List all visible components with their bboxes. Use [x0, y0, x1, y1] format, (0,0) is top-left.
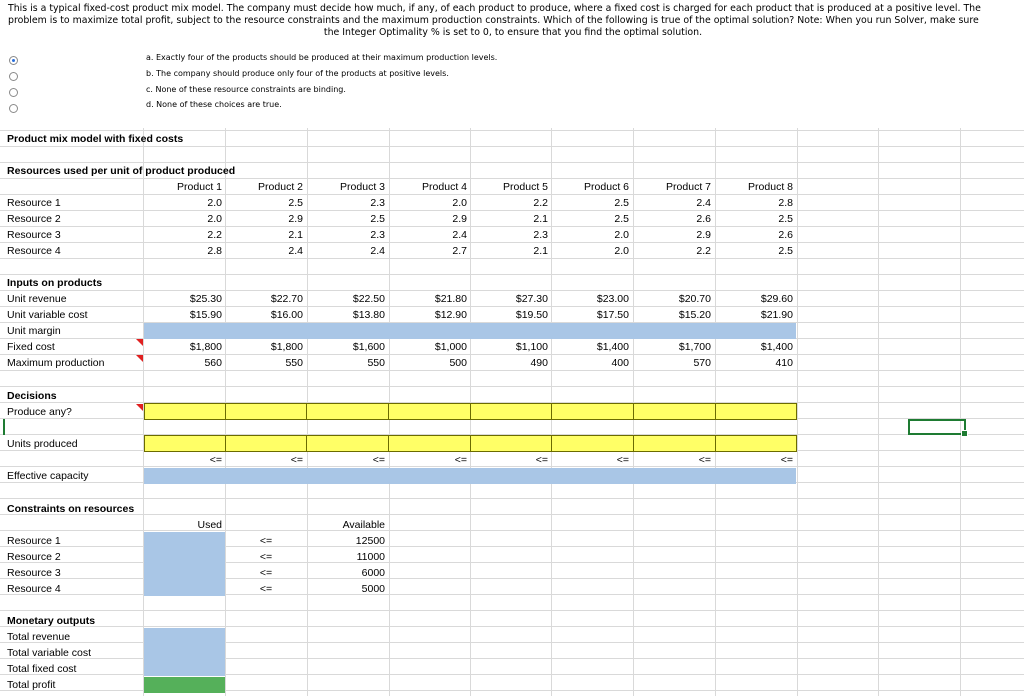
- units-produced-cell-8[interactable]: [715, 435, 797, 452]
- fill-handle[interactable]: [961, 430, 968, 437]
- le-symbol: <=: [780, 454, 793, 466]
- produce-any-cell-8[interactable]: [715, 403, 797, 420]
- option-b-radio[interactable]: [9, 72, 18, 81]
- max-production-value[interactable]: 490: [530, 357, 548, 369]
- resource-value[interactable]: 2.5: [288, 197, 303, 209]
- question-line-3: the Integer Optimality % is set to 0, to ensure that you find the optimal solution.: [323, 27, 703, 38]
- monetary-row-label: Total variable cost: [7, 647, 92, 659]
- le-symbol: <=: [259, 567, 273, 579]
- decisions-heading: Decisions: [7, 390, 57, 402]
- unit-variable-cost-value[interactable]: $16.00: [270, 309, 303, 321]
- unit-variable-cost-value[interactable]: $12.90: [434, 309, 467, 321]
- produce-any-cell-7[interactable]: [633, 403, 716, 420]
- fixed-cost-label: Fixed cost: [7, 341, 55, 353]
- unit-variable-cost-value[interactable]: $17.50: [596, 309, 629, 321]
- resource-value[interactable]: 2.6: [778, 229, 793, 241]
- fixed-cost-value[interactable]: $1,100: [515, 341, 548, 353]
- resource-value[interactable]: 2.0: [207, 197, 222, 209]
- effective-capacity-row[interactable]: [144, 468, 796, 484]
- fixed-cost-value[interactable]: $1,600: [352, 341, 385, 353]
- max-production-value[interactable]: 550: [367, 357, 385, 369]
- le-symbol: <=: [259, 583, 273, 595]
- unit-variable-cost-value[interactable]: $15.90: [189, 309, 222, 321]
- effective-capacity-label: Effective capacity: [7, 470, 89, 482]
- le-symbol: <=: [372, 454, 385, 466]
- le-symbol: <=: [259, 551, 273, 563]
- units-produced-label: Units produced: [7, 438, 78, 450]
- produce-any-cell-3[interactable]: [306, 403, 389, 420]
- gridline: [0, 626, 1024, 627]
- resource-value[interactable]: 2.9: [288, 213, 303, 225]
- resource-value[interactable]: 2.1: [533, 245, 548, 257]
- le-symbol: <=: [535, 454, 548, 466]
- resource-value[interactable]: 2.5: [614, 197, 629, 209]
- resource-value[interactable]: 2.8: [207, 245, 222, 257]
- option-d-label[interactable]: d. None of these choices are true.: [146, 100, 282, 109]
- unit-revenue-value[interactable]: $22.70: [270, 293, 303, 305]
- monetary-heading: Monetary outputs: [7, 615, 96, 627]
- question-text: [8, 3, 1018, 39]
- resource-row-label: Resource 1: [7, 197, 61, 209]
- gridline: [0, 130, 1024, 131]
- gridline: [0, 242, 1024, 243]
- resource-value[interactable]: 2.6: [696, 213, 711, 225]
- fixed-cost-value[interactable]: $1,400: [760, 341, 793, 353]
- fixed-cost-value[interactable]: $1,700: [678, 341, 711, 353]
- unit-revenue-value[interactable]: $25.30: [189, 293, 222, 305]
- unit-revenue-value[interactable]: $29.60: [760, 293, 793, 305]
- resource-value[interactable]: 2.4: [370, 245, 385, 257]
- question-line-2: problem is to maximize total profit, subject to the resource constraints and the maximum production constraints. Which of the following is true of the optimal solution? Note: When you run Solver, make sure: [8, 15, 979, 26]
- resource-value[interactable]: 2.5: [778, 245, 793, 257]
- row-marker: [3, 419, 5, 435]
- unit-variable-cost-value[interactable]: $15.20: [678, 309, 711, 321]
- unit-revenue-value[interactable]: $20.70: [678, 293, 711, 305]
- gridline: [0, 354, 1024, 355]
- monetary-output-cells[interactable]: [144, 628, 225, 676]
- constraint-row-label: Resource 3: [7, 567, 61, 579]
- max-production-value[interactable]: 410: [775, 357, 793, 369]
- resource-value[interactable]: 2.9: [696, 229, 711, 241]
- resource-value[interactable]: 2.1: [533, 213, 548, 225]
- gridline: [0, 386, 1024, 387]
- resource-value[interactable]: 2.8: [778, 197, 793, 209]
- resource-value[interactable]: 2.4: [288, 245, 303, 257]
- gridline: [0, 370, 1024, 371]
- resource-row-label: Resource 4: [7, 245, 61, 257]
- unit-revenue-value[interactable]: $22.50: [352, 293, 385, 305]
- monetary-row-label: Total profit: [7, 679, 56, 691]
- available-value[interactable]: 11000: [356, 551, 385, 563]
- resource-value[interactable]: 2.3: [370, 197, 385, 209]
- available-value[interactable]: 6000: [361, 567, 385, 579]
- available-header: Available: [342, 519, 385, 531]
- fixed-cost-value[interactable]: $1,000: [434, 341, 467, 353]
- gridline: [0, 610, 1024, 611]
- produce-any-cell-6[interactable]: [551, 403, 634, 420]
- total-profit-cell[interactable]: [144, 677, 225, 693]
- option-b-label[interactable]: b. The company should produce only four of the products at positive levels.: [146, 69, 449, 78]
- produce-any-label: Produce any?: [7, 406, 72, 418]
- max-production-value[interactable]: 570: [693, 357, 711, 369]
- constraint-row-label: Resource 1: [7, 535, 61, 547]
- max-production-value[interactable]: 400: [611, 357, 629, 369]
- le-symbol: <=: [698, 454, 711, 466]
- product-header: Product 8: [748, 181, 793, 193]
- resource-value[interactable]: 2.3: [370, 229, 385, 241]
- unit-revenue-value[interactable]: $27.30: [515, 293, 548, 305]
- le-symbol: <=: [290, 454, 303, 466]
- le-symbol: <=: [209, 454, 222, 466]
- units-produced-cell-6[interactable]: [551, 435, 634, 452]
- inputs-heading: Inputs on products: [7, 277, 103, 289]
- produce-any-cell-5[interactable]: [470, 403, 552, 420]
- resources-heading: Resources used per unit of product produced: [7, 165, 236, 177]
- resource-value[interactable]: 2.5: [614, 213, 629, 225]
- gridline: [0, 290, 1024, 291]
- unit-margin-label: Unit margin: [7, 325, 61, 337]
- product-header: Product 3: [340, 181, 385, 193]
- units-produced-cell-3[interactable]: [306, 435, 389, 452]
- option-d-radio[interactable]: [9, 104, 18, 113]
- unit-revenue-value[interactable]: $21.80: [434, 293, 467, 305]
- le-symbol: <=: [616, 454, 629, 466]
- resource-row-label: Resource 2: [7, 213, 61, 225]
- model-title: Product mix model with fixed costs: [7, 133, 184, 145]
- active-cell-selection[interactable]: [908, 419, 966, 435]
- resource-value[interactable]: 2.5: [778, 213, 793, 225]
- resource-value[interactable]: 2.5: [370, 213, 385, 225]
- resource-value[interactable]: 2.7: [452, 245, 467, 257]
- gridline: [0, 514, 1024, 515]
- product-header: Product 5: [503, 181, 548, 193]
- available-value[interactable]: 5000: [361, 583, 385, 595]
- gridline: [0, 306, 1024, 307]
- constraints-heading: Constraints on resources: [7, 503, 135, 515]
- gridline: [0, 194, 1024, 195]
- comment-indicator[interactable]: [136, 404, 143, 411]
- gridline: [0, 210, 1024, 211]
- units-produced-cell-5[interactable]: [470, 435, 552, 452]
- fixed-cost-value[interactable]: $1,800: [189, 341, 222, 353]
- gridline: [0, 226, 1024, 227]
- resource-value[interactable]: 2.2: [533, 197, 548, 209]
- comment-indicator[interactable]: [136, 339, 143, 346]
- le-symbol: <=: [259, 535, 273, 547]
- used-header: Used: [197, 519, 222, 531]
- resource-row-label: Resource 3: [7, 229, 61, 241]
- constraint-row-label: Resource 2: [7, 551, 61, 563]
- unit-variable-cost-label: Unit variable cost: [7, 309, 88, 321]
- resource-value[interactable]: 2.1: [288, 229, 303, 241]
- product-header: Product 6: [584, 181, 629, 193]
- unit-variable-cost-value[interactable]: $19.50: [515, 309, 548, 321]
- gridline: [0, 258, 1024, 259]
- resource-value[interactable]: 2.0: [614, 245, 629, 257]
- produce-any-cell-2[interactable]: [225, 403, 307, 420]
- resource-value[interactable]: 2.9: [452, 213, 467, 225]
- resource-value[interactable]: 2.4: [452, 229, 467, 241]
- monetary-row-label: Total revenue: [7, 631, 71, 643]
- resource-value[interactable]: 2.2: [207, 229, 222, 241]
- max-production-value[interactable]: 550: [285, 357, 303, 369]
- produce-any-cell-1[interactable]: [144, 403, 226, 420]
- option-c-label[interactable]: c. None of these resource constraints are binding.: [146, 85, 346, 94]
- resources-used-cells[interactable]: [144, 532, 225, 596]
- units-produced-cell-4[interactable]: [388, 435, 471, 452]
- max-production-value[interactable]: 560: [204, 357, 222, 369]
- gridline: [0, 274, 1024, 275]
- option-c-radio[interactable]: [9, 88, 18, 97]
- resource-value[interactable]: 2.4: [696, 197, 711, 209]
- max-production-value[interactable]: 500: [449, 357, 467, 369]
- fixed-cost-value[interactable]: $1,400: [596, 341, 629, 353]
- question-line-1: This is a typical fixed-cost product mix model. The company must decide how much, if any, of each product to produce, where a fixed cost is charged for each product that is produced at a positive level. The: [8, 3, 981, 14]
- option-a-label[interactable]: a. Exactly four of the products should be produced at their maximum production levels.: [146, 53, 498, 62]
- resource-value[interactable]: 2.0: [614, 229, 629, 241]
- units-produced-cell-1[interactable]: [144, 435, 226, 452]
- gridline: [0, 498, 1024, 499]
- available-value[interactable]: 12500: [355, 535, 385, 547]
- units-produced-cell-2[interactable]: [225, 435, 307, 452]
- resource-value[interactable]: 2.0: [207, 213, 222, 225]
- resource-value[interactable]: 2.3: [533, 229, 548, 241]
- unit-revenue-value[interactable]: $23.00: [596, 293, 629, 305]
- product-header: Product 4: [422, 181, 467, 193]
- product-header: Product 1: [177, 181, 222, 193]
- gridline: [0, 162, 1024, 163]
- product-header: Product 7: [666, 181, 711, 193]
- unit-variable-cost-value[interactable]: $21.90: [760, 309, 793, 321]
- gridline: [0, 466, 1024, 467]
- unit-revenue-label: Unit revenue: [7, 293, 67, 305]
- gridline: [0, 146, 1024, 147]
- le-symbol: <=: [454, 454, 467, 466]
- constraint-row-label: Resource 4: [7, 583, 61, 595]
- monetary-row-label: Total fixed cost: [7, 663, 77, 675]
- unit-variable-cost-value[interactable]: $13.80: [352, 309, 385, 321]
- fixed-cost-value[interactable]: $1,800: [270, 341, 303, 353]
- resource-value[interactable]: 2.0: [452, 197, 467, 209]
- product-header: Product 2: [258, 181, 303, 193]
- unit-margin-row[interactable]: [144, 323, 796, 339]
- resource-value[interactable]: 2.2: [696, 245, 711, 257]
- gridline: [0, 178, 1024, 179]
- units-produced-cell-7[interactable]: [633, 435, 716, 452]
- max-production-label: Maximum production: [7, 357, 105, 369]
- option-a-radio[interactable]: [9, 56, 18, 65]
- produce-any-cell-4[interactable]: [388, 403, 471, 420]
- comment-indicator[interactable]: [136, 355, 143, 362]
